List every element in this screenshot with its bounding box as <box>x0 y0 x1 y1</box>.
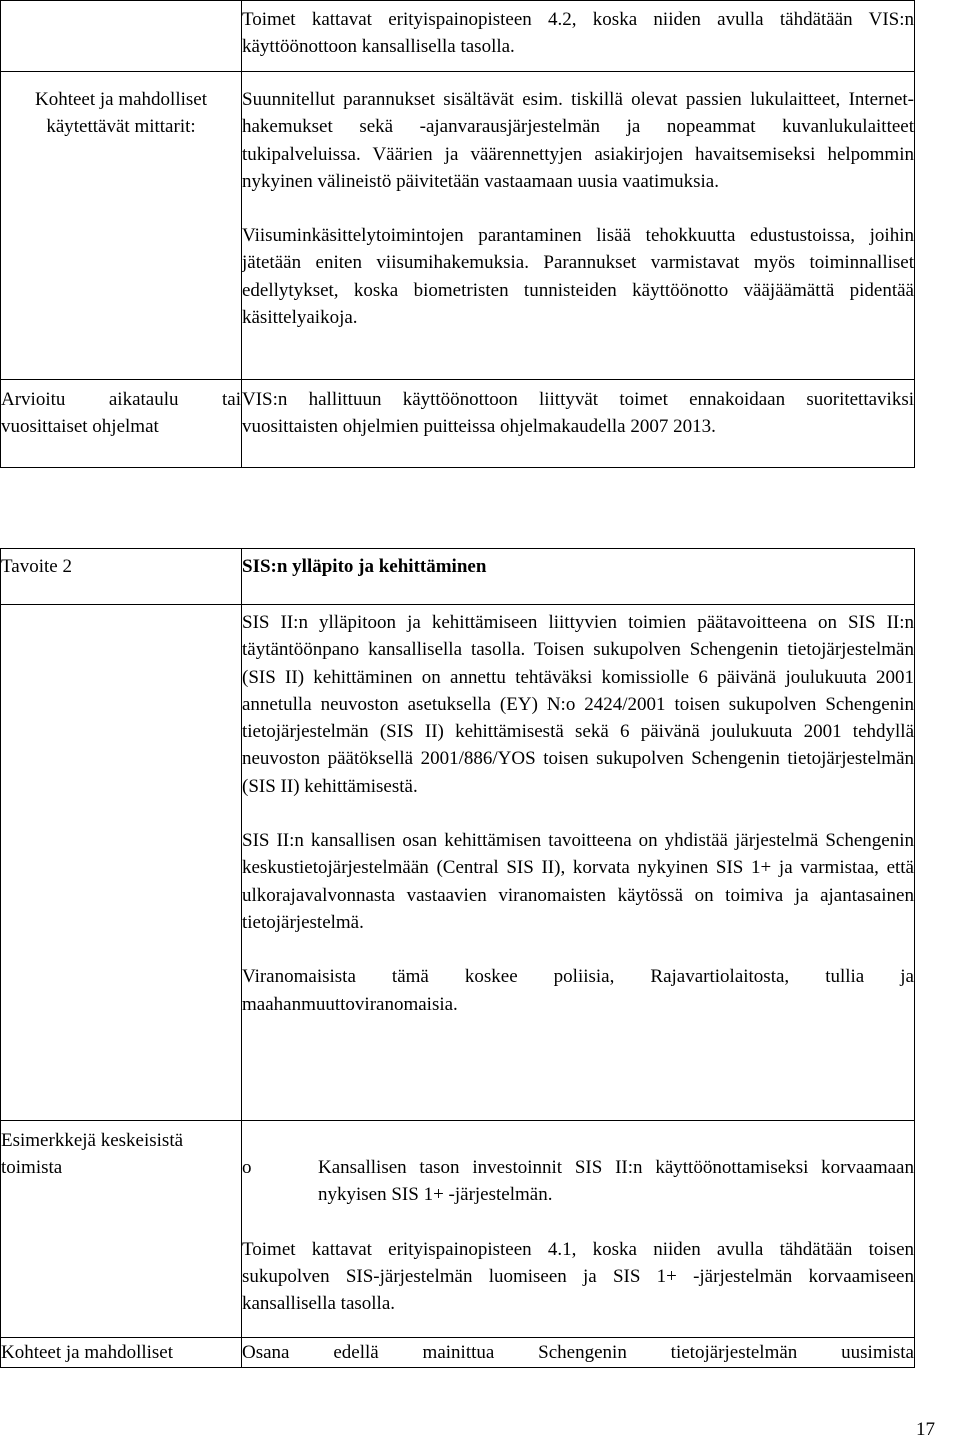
improvements-paragraph: Suunnitellut parannukset sisältävät esim. tiskillä olevat passien lukulaitteet, Internet-hakemukset sekä -ajanvarausjärjestelmän ja nopeammat kuvanlukulaitteet tukipalveluissa. Väärien ja väärennettyjen asiakirjojen havaitsemiseksi helpommin nykyinen välineistö päivitetään vastaamaan uusia vaatimuksia. <box>242 89 914 192</box>
table-row <box>1 1338 915 1368</box>
table2-row1-left-cell <box>1 549 242 605</box>
table-row <box>1 605 915 1121</box>
priority-note-4-1: Toimet kattavat erityispainopisteen 4.1, koska niiden avulla tähdätään toisen sukupolven SIS-järjestelmän luomiseen ja SIS 1+ -järjestelmän korvaamiseen kansallisella tasolla. <box>242 1238 914 1315</box>
schengen-renewal-text: Osana edellä mainittua Schengenin tietojärjestelmän uusimista <box>242 1342 914 1363</box>
table1-row2-right-cell <box>242 72 915 380</box>
investment-bullet-text: Kansallisen tason investoinnit SIS II:n käyttöönottamiseksi korvaamaan nykyisen SIS 1+ -järjestelmän. <box>318 1157 914 1206</box>
table-row <box>1 549 915 605</box>
page-number: 17 <box>916 1419 935 1440</box>
table-vis-objective <box>0 0 915 468</box>
table2-row2-right-cell <box>242 605 915 1121</box>
table2-row2-left-cell <box>1 605 242 1121</box>
label-targets-partial: Kohteet ja mahdolliset <box>1 1342 174 1363</box>
table-row <box>1 1121 915 1338</box>
label-targets-indicators: Kohteet ja mahdolliset käytettävät mittarit: <box>34 89 207 137</box>
objective-label: Tavoite 2 <box>1 556 72 577</box>
table1-row3-right-cell <box>242 380 915 468</box>
table1-row3-left-cell <box>1 380 242 468</box>
table2-row4-right-cell <box>242 1338 915 1368</box>
table2-row3-left-cell <box>1 1121 242 1338</box>
list-item <box>242 1154 914 1209</box>
bullet-marker: o <box>242 1157 252 1178</box>
schedule-text: VIS:n hallittuun käyttöönottoon liittyvät toimet ennakoidaan suoritettaviksi vuosittaisten ohjelmien puitteissa ohjelmakaudella 2007 2013. <box>242 389 914 438</box>
objective-title: SIS:n ylläpito ja kehittäminen <box>242 556 487 577</box>
label-schedule: Arvioitu aikataulu tai vuosittaiset ohjelmat <box>1 389 241 437</box>
priority-note-4-2: Toimet kattavat erityispainopisteen 4.2, koska niiden avulla tähdätään VIS:n käyttöönottoon kansallisella tasolla. <box>242 9 914 58</box>
table1-row2-left-cell <box>1 72 242 380</box>
visa-processing-paragraph: Viisuminkäsittelytoimintojen parantaminen lisää tehokkuutta edustustoissa, joihin jätetään eniten viisumihakemuksia. Parannukset varmistavat myös toiminnalliset edellytykset, koska biometristen tunnisteiden käyttöönotto vääjäämättä pidentää käsittelyaikoja. <box>242 225 914 329</box>
table1-row1-left-cell <box>1 1 242 72</box>
authorities-paragraph: Viranomaisista tämä koskee poliisia, Rajavartiolaitosta, tullia ja maahanmuuttoviranomaisia. <box>242 966 914 1015</box>
table-row <box>1 72 915 380</box>
sis-national-paragraph: SIS II:n kansallisen osan kehittämisen tavoitteena on yhdistää järjestelmä Schengenin keskustietojärjestelmään (Central SIS II), korvata nykyinen SIS 1+ ja varmistaa, että ulkorajavalvonnasta vastaavien viranomaisten käytössä on toimiva ja ajantasainen tietojärjestelmä. <box>242 830 914 933</box>
table2-row1-right-cell <box>242 549 915 605</box>
table2-row3-right-cell <box>242 1121 915 1338</box>
table1-row1-right-cell <box>242 1 915 72</box>
table-sis-objective <box>0 548 915 1368</box>
table-row <box>1 380 915 468</box>
table-row <box>1 1 915 72</box>
sis-maintenance-paragraph: SIS II:n ylläpitoon ja kehittämiseen liittyvien toimien päätavoitteena on SIS II:n täytäntöönpano kansallisella tasolla. Toisen sukupolven Schengenin tietojärjestelmän (SIS II) kehittäminen on annettu tehtäväksi komissiolle 6 päivänä joulukuuta 2001 annetulla neuvoston asetuksella (EY) N:o 2424/2001 toisen sukupolven Schengenin tietojärjestelmän (SIS II) kehittämisestä sekä 6 päivänä joulukuuta 2001 tehdyllä neuvoston päätöksellä 2001/886/YOS toisen sukupolven Schengenin tietojärjestelmän (SIS II) kehittämisestä. <box>242 612 914 797</box>
table2-row4-left-cell <box>1 1338 242 1368</box>
label-key-actions: Esimerkkejä keskeisistä toimista <box>1 1130 184 1178</box>
